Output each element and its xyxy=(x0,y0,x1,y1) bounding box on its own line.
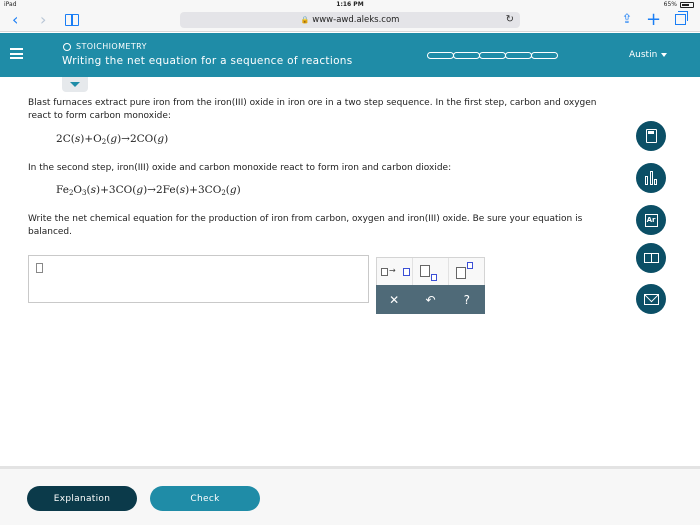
back-chevron-icon[interactable]: ‹ xyxy=(12,10,19,29)
equation-step-2: $Fe_2O_3(s)+3CO(g)\to 2Fe(s)+3CO_2(g)$ xyxy=(56,184,241,197)
tabs-overview-icon[interactable] xyxy=(675,14,686,25)
topic-label: STOICHIOMETRY xyxy=(76,42,147,51)
progress-segment xyxy=(453,52,480,59)
mail-icon xyxy=(644,294,659,305)
bar-chart-icon xyxy=(645,171,657,185)
status-right xyxy=(664,1,694,8)
palette-templates xyxy=(376,257,485,285)
template-box-right xyxy=(403,268,410,276)
calculator-button[interactable] xyxy=(636,121,666,151)
calculator-icon xyxy=(646,129,657,143)
input-cursor-box xyxy=(36,263,43,273)
subscript-template[interactable] xyxy=(413,258,449,285)
clock: 1:16 PM xyxy=(336,1,364,8)
browser-toolbar xyxy=(0,10,700,32)
aleks-header xyxy=(0,33,700,77)
footer xyxy=(0,469,700,525)
arrow-icon: → xyxy=(389,266,396,275)
ios-status-bar xyxy=(0,0,700,10)
book-icon xyxy=(644,253,659,263)
lesson-title: Writing the net equation for a sequence of reactions xyxy=(62,55,353,67)
url-text: www-awd.aleks.com xyxy=(312,15,400,25)
equation-step-1: $2C(s)+O_2(g)\to 2CO(g)$ xyxy=(56,133,169,146)
question-intro: Blast furnaces extract pure iron from the iron(III) oxide in iron ore in a two step sequence. In the first step, carbon and oxygen react to form carbon monoxide: xyxy=(28,98,597,121)
battery-icon xyxy=(680,2,694,8)
message-button[interactable] xyxy=(636,284,666,314)
answer-input[interactable] xyxy=(28,255,369,303)
template-base-box xyxy=(420,265,430,277)
address-bar[interactable] xyxy=(180,12,520,28)
user-name: Austin xyxy=(629,50,658,60)
share-icon[interactable]: ⇪ xyxy=(621,12,633,27)
caret-down-icon xyxy=(661,53,667,57)
forward-chevron-icon[interactable]: › xyxy=(40,10,47,29)
new-tab-plus-icon[interactable]: + xyxy=(646,9,662,30)
topic-row xyxy=(63,42,147,51)
menu-hamburger-icon[interactable] xyxy=(10,48,23,59)
data-button[interactable] xyxy=(636,163,666,193)
palette-actions xyxy=(376,285,485,314)
question-step-2: In the second step, iron(III) oxide and carbon monoxide react to form iron and carbon dioxide: xyxy=(28,163,452,173)
explanation-button[interactable]: Explanation xyxy=(27,486,137,511)
clear-button[interactable]: ✕ xyxy=(389,292,400,307)
lock-icon: 🔒 xyxy=(300,16,310,24)
template-base-box xyxy=(456,267,466,279)
progress-segment xyxy=(531,52,558,59)
periodic-table-icon: Ar xyxy=(645,214,658,227)
progress-segment xyxy=(505,52,532,59)
battery-percent: 65% xyxy=(663,1,677,8)
progress-bar xyxy=(427,52,557,59)
textbook-button[interactable] xyxy=(636,243,666,273)
progress-segment xyxy=(479,52,506,59)
equation-palette xyxy=(376,257,485,315)
template-subscript-box xyxy=(431,274,437,281)
periodic-table-button[interactable] xyxy=(636,205,666,235)
question-prompt: Write the net chemical equation for the production of iron from carbon, oxygen and iron(III) oxide. Be sure your equation is balanced. xyxy=(28,214,583,237)
template-superscript-box xyxy=(467,262,473,269)
topic-circle-icon xyxy=(63,43,71,51)
check-button[interactable]: Check xyxy=(150,486,260,511)
undo-button[interactable]: ↶ xyxy=(425,292,436,307)
help-button[interactable]: ? xyxy=(463,292,470,307)
reaction-arrow-template[interactable] xyxy=(377,258,413,285)
superscript-template[interactable] xyxy=(449,258,484,285)
collapse-header-tab[interactable] xyxy=(62,77,88,92)
user-menu[interactable] xyxy=(629,50,667,60)
template-box-left xyxy=(381,268,388,276)
reload-icon[interactable]: ↻ xyxy=(505,14,514,25)
device-label: iPad xyxy=(4,1,17,8)
bookmarks-icon[interactable] xyxy=(65,14,79,26)
progress-segment xyxy=(427,52,454,59)
